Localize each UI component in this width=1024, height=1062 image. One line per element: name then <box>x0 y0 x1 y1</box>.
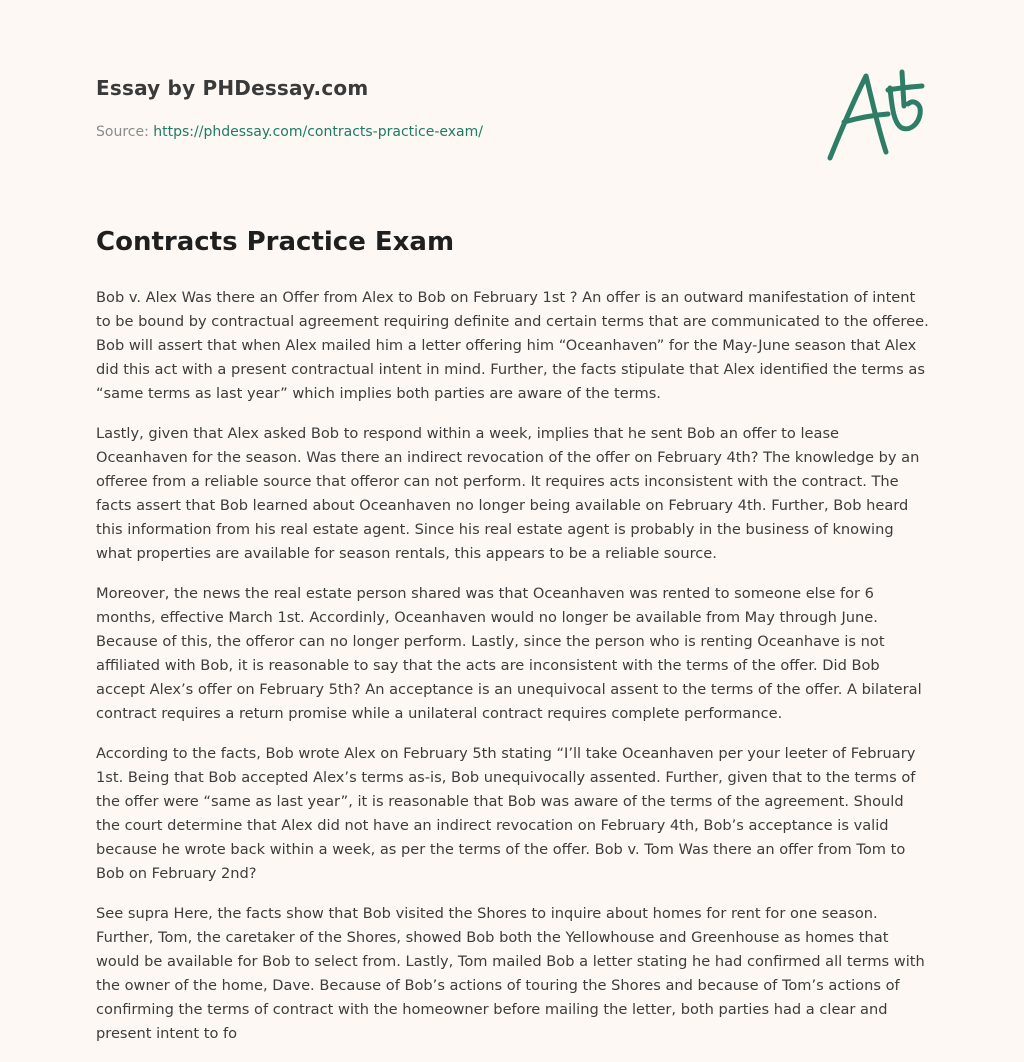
source-line <box>96 124 483 140</box>
source-link[interactable]: https://phdessay.com/contracts-practice-exam/ <box>153 124 483 140</box>
paragraph: Moreover, the news the real estate person shared was that Oceanhaven was rented to someone else for 6 months, effective March 1st. Accordinly, Oceanhaven would no longer be available from May through June. Because of this, the offeror can no longer perform. Lastly, since the person who is renting Oceanhave is not affiliated with Bob, it is reasonable to say that the acts are inconsistent with the terms of the offer. Did Bob accept Alex’s offer on February 5th? An acceptance is an unequivocal assent to the terms of the offer. A bilateral contract requires a return promise while a unilateral contract requires complete performance. <box>96 585 922 722</box>
paragraph: According to the facts, Bob wrote Alex on February 5th stating “I’ll take Oceanhaven per your leeter of February 1st. Being that Bob accepted Alex’s terms as-is, Bob unequivocally assented. Further, given that to the terms of the offer were “same as last year”, it is reasonable that Bob was aware of the terms of the agreement. Should the court determine that Alex did not have an indirect revocation on February 4th, Bob’s acceptance is valid because he wrote back within a week, as per the terms of the offer. Bob v. Tom Was there an offer from Tom to Bob on February 2nd? <box>96 745 916 882</box>
document-body <box>96 286 932 1062</box>
document-title: Contracts Practice Exam <box>96 227 455 257</box>
paragraph: See supra Here, the facts show that Bob visited the Shores to inquire about homes for rent for one season. Further, Tom, the caretaker of the Shores, showed Bob both the Yellowhouse and Greenhouse as homes that would be available for Bob to select from. Lastly, Tom mailed Bob a letter stating he had confirmed all terms with the owner of the home, Dave. Because of Bob’s actions of touring the Shores and because of Tom’s actions of confirming the terms of contract with the homeowner before mailing the letter, both parties had a clear and present intent to fo <box>96 905 925 1042</box>
site-brand: Essay by PHDessay.com <box>96 76 369 100</box>
a-plus-grade-icon <box>822 66 926 166</box>
paragraph: Bob v. Alex Was there an Offer from Alex to Bob on February 1st ? An offer is an outward manifestation of intent to be bound by contractual agreement requiring definite and certain terms that are communicated to the offeree. Bob will assert that when Alex mailed him a letter offering him “Oceanhaven” for the May-June season that Alex did this act with a present contractual intent in mind. Further, the facts stipulate that Alex identified the terms as “same terms as last year” which implies both parties are aware of the terms. <box>96 289 929 402</box>
paragraph: Lastly, given that Alex asked Bob to respond within a week, implies that he sent Bob an offer to lease Oceanhaven for the season. Was there an indirect revocation of the offer on February 4th? The knowledge by an offeree from a reliable source that offeror can not perform. It requires acts inconsistent with the contract. The facts assert that Bob learned about Oceanhaven no longer being available on February 4th. Further, Bob heard this information from his real estate agent. Since his real estate agent is probably in the business of knowing what properties are available for season rentals, this appears to be a reliable source. <box>96 425 920 562</box>
source-label: Source: <box>96 124 149 140</box>
